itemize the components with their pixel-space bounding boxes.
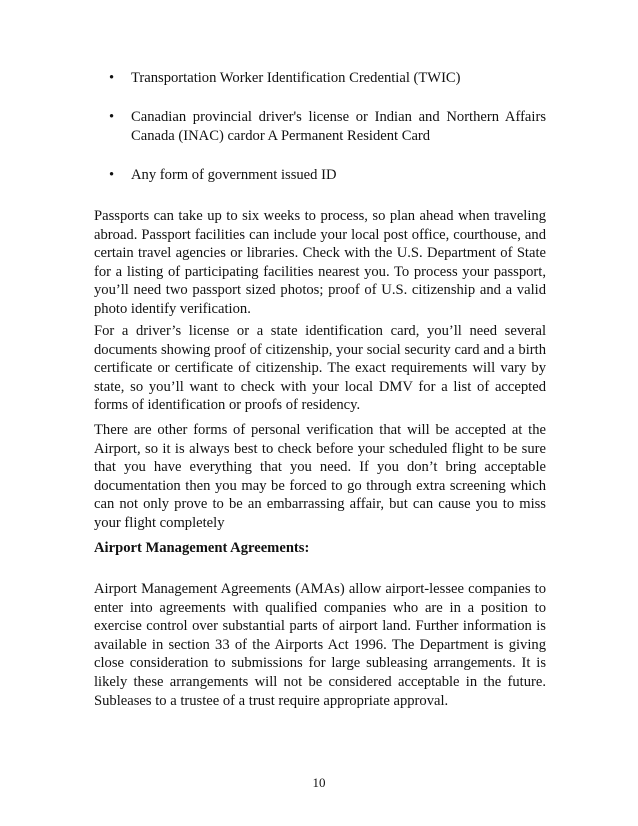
section-heading: Airport Management Agreements:: [94, 540, 310, 556]
bullet-text: Any form of government issued ID: [131, 167, 337, 183]
bullet-text: Transportation Worker Identification Credential (TWIC): [131, 70, 461, 86]
paragraph-drivers-license: For a driver’s license or a state identification card, you’ll need several documents showing proof of citizenship, your social security card and a birth certificate or certificate of citizenship. The exact requirements will vary by state, so you’ll want to check with your local DMV for a list of accepted forms of identification or proofs of residency.: [94, 323, 546, 414]
bullet-text: Canadian provincial driver's license or Indian and Northern Affairs Canada (INAC) cardor A Permanent Resident Card: [131, 109, 546, 144]
paragraph-ama: Airport Management Agreements (AMAs) allow airport-lessee companies to enter into agreements with qualified companies who are in a position to exercise control over substantial parts of airport land. Further information is available in section 33 of the Airports Act 1996. The Department is giving close consideration to submissions for large subleasing arrangements. It is likely these arrangements will not be considered acceptable in the future. Subleases to a trustee of a trust require appropriate approval.: [94, 581, 546, 709]
bullet-icon: •: [109, 70, 115, 86]
bullet-icon: •: [109, 109, 115, 125]
paragraph-verification: There are other forms of personal verification that will be accepted at the Airport, so it is always best to check before your scheduled flight to be sure that you have everything that you need. If you don’t bring acceptable documentation then you may be forced to go through extra screening which can not only prove to be an embarrassing affair, but can cause you to miss your flight completely: [94, 422, 546, 531]
list-item: [100, 166, 546, 185]
bullet-icon: •: [109, 167, 115, 183]
list-item: [100, 108, 546, 146]
page-number: 10: [312, 775, 326, 790]
list-item: [100, 69, 546, 88]
paragraph-passports: Passports can take up to six weeks to process, so plan ahead when traveling abroad. Passport facilities can include your local post office, courthouse, and certain travel agencies or libraries. Check with the U.S. Department of State for a listing of participating facilities nearest you. To process your passport, you’ll need two passport sized photos; proof of U.S. citizenship and a valid photo identify verification.: [94, 208, 546, 317]
id-bullet-list: [100, 69, 546, 205]
